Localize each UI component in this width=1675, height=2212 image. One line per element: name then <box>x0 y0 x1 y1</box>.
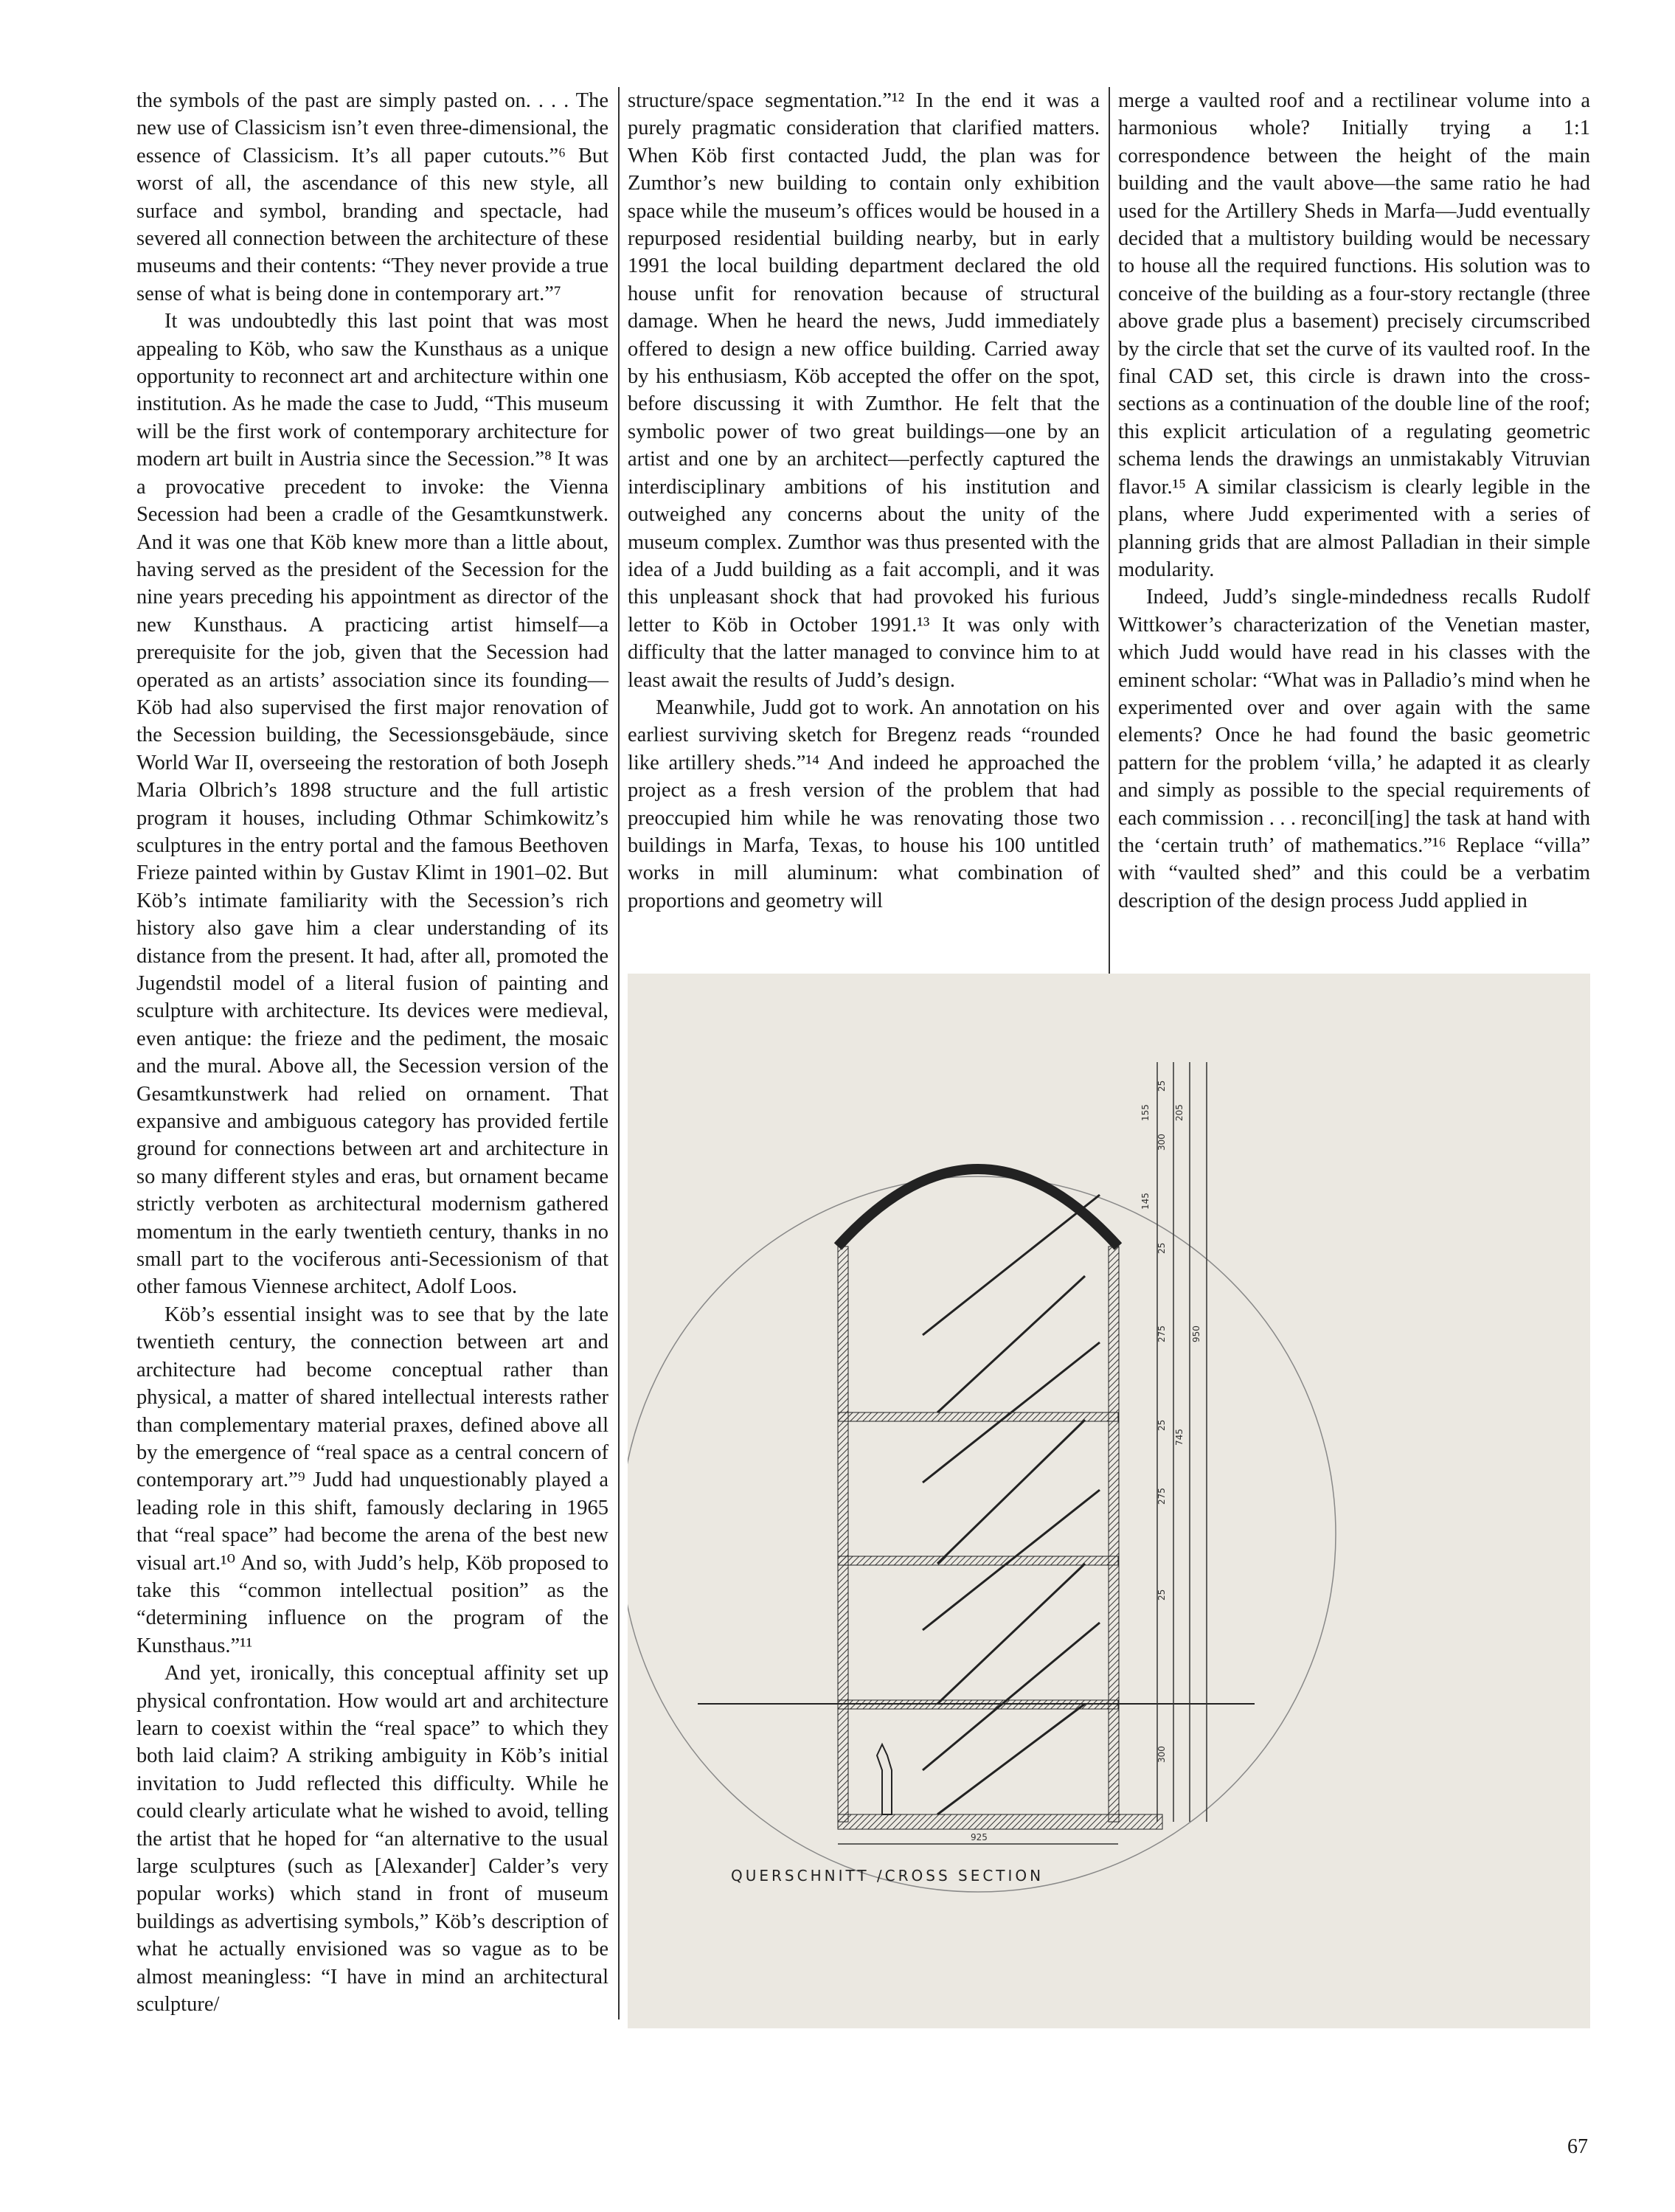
text-column-1 <box>136 87 608 2018</box>
svg-text:300: 300 <box>1156 1746 1167 1763</box>
svg-text:25: 25 <box>1156 1242 1167 1254</box>
paragraph: Meanwhile, Judd got to work. An annotation on his earliest surviving sketch for Bregenz reads “rounded like artillery sheds.”¹⁴ And indeed he approached the project as a fresh version of the problem that had preoccupied him while he was renovating those two buildings in Marfa, Texas, to house his 100 untitled works in mill aluminum: what combination of proportions and geometry will <box>628 696 1100 912</box>
svg-text:205: 205 <box>1174 1104 1185 1121</box>
paragraph: Indeed, Judd’s single-mindedness recalls Rudolf Wittkower’s characterization of the Venetian master, which Judd would have read in his classes with the eminent scholar: “What was in Palladio’s mind when he experimented over and over again with the same elements? Once he had found the basic geometric pattern for the problem ‘villa,’ he adapted it as clearly and simply as possible to the special requirements of each commission . . . reconcil[ing] the task at hand with the ‘certain truth’ of mathematics.”¹⁶ Replace “villa” with “vaulted shed” and this could be a verbatim description of the design process Judd applied in <box>1118 586 1590 912</box>
svg-text:25: 25 <box>1156 1419 1167 1431</box>
svg-text:300: 300 <box>1156 1134 1167 1151</box>
page-number: 67 <box>1567 2135 1588 2158</box>
svg-text:745: 745 <box>1174 1429 1185 1446</box>
svg-text:275: 275 <box>1156 1488 1167 1505</box>
cross-section-drawing <box>628 974 1590 2028</box>
svg-text:25: 25 <box>1156 1080 1167 1092</box>
paragraph: merge a vaulted roof and a rectilinear volume into a harmonious whole? Initially trying a 1:1 correspondence between the height of the main building and the vault above—the same ratio he had used for the Artillery Sheds in Marfa—Judd eventually decided that a multistory building would be necessary to house all the required functions. His solution was to conceive of the building as a four-story rectangle (three above grade plus a basement) precisely circumscribed by the circle that set the curve of its vaulted roof. In the final CAD set, this circle is drawn into the cross-sections as a continuation of the double line of the roof; this explicit articulation of a regulating geometric schema lends the drawings an unmistakably Vitruvian flavor.¹⁵ A similar classicism is clearly legible in the plans, where Judd experimented with a series of planning grids that are almost Palladian in their simple modularity. <box>1118 89 1590 581</box>
column-divider <box>1109 87 1110 976</box>
svg-text:QUERSCHNITT /CROSS SECTION: QUERSCHNITT /CROSS SECTION <box>731 1867 1044 1885</box>
architectural-section-icon <box>628 974 1590 2028</box>
svg-text:925: 925 <box>971 1832 988 1842</box>
text-column-2 <box>628 87 1100 915</box>
svg-text:275: 275 <box>1156 1325 1167 1342</box>
svg-text:155: 155 <box>1140 1104 1151 1121</box>
paragraph: Köb’s essential insight was to see that by the late twentieth century, the connection between art and architecture had become conceptual rather than physical, a matter of shared intellectual interests rather than complementary material praxes, defined above all by the emergence of “real space as a central concern of contemporary art.”⁹ Judd had unquestionably played a leading role in this shift, famously declaring in 1965 that “real space” had become the arena of the best new visual art.¹⁰ And so, with Judd’s help, Köb proposed to take this “common intellectual position” as the “determining influence on the program of the Kunsthaus.”¹¹ <box>136 1303 608 1657</box>
svg-text:145: 145 <box>1140 1193 1151 1210</box>
svg-text:950: 950 <box>1191 1325 1201 1342</box>
paragraph: structure/space segmentation.”¹² In the end it was a purely pragmatic consideration that clarified matters. When Köb first contacted Judd, the plan was for Zumthor’s new building to contain only exhibition space while the museum’s offices would be housed in a repurposed residential building nearby, but in early 1991 the local building department declared the old house unfit for renovation because of structural damage. When he heard the news, Judd immediately offered to design a new office building. Carried away by his enthusiasm, Köb accepted the offer on the spot, before discussing it with Zumthor. He felt that the symbolic power of two great buildings—one by an artist and one by an architect—perfectly captured the interdisciplinary ambitions of his institution and outweighed any concerns about the unity of the museum complex. Zumthor was thus presented with the idea of a Judd building as a fait accompli, and it was this unpleasant shock that had provoked his furious letter to Köb in October 1991.¹³ It was only with difficulty that the latter managed to convince him to at least await the results of Judd’s design. <box>628 89 1100 692</box>
svg-text:25: 25 <box>1156 1589 1167 1601</box>
paragraph: It was undoubtedly this last point that was most appealing to Köb, who saw the Kunsthaus as a unique opportunity to reconnect art and architecture within one institution. As he made the case to Judd, “This museum will be the first work of contemporary architecture for modern art built in Austria since the Secession.”⁸ It was a provocative precedent to invoke: the Vienna Secession had been a cradle of the Gesamtkunstwerk. And it was one that Köb knew more than a little about, having served as the president of the Secession for the nine years preceding his appointment as director of the new Kunsthaus. A practicing artist himself—a prerequisite for the job, given that the Secession had operated as an artists’ association since its founding—Köb had also supervised the first major renovation of the Secession building, the Secessionsgebäude, since World War II, overseeing the restoration of both Joseph Maria Olbrich’s 1898 structure and the full artistic program it houses, including Othmar Schimkowitz’s sculptures in the entry portal and the famous Beethoven Frieze painted within by Gustav Klimt in 1901–02. But Köb’s intimate familiarity with the Secession’s rich history also gave him a clear understanding of its distance from the present. It had, after all, promoted the Jugendstil model of a literal fusion of painting and sculpture with architecture. Its devices were medieval, even antique: the frieze and the pediment, the mosaic and the mural. Above all, the Secession version of the Gesamtkunstwerk had relied on ornament. That expansive and ambiguous category has provided fertile ground for connections between art and architecture in so many different styles and eras, but ornament became strictly verboten as architectural modernism gathered momentum in the early twentieth century, thanks in no small part to the vociferous anti-Secessionism of that other famous Viennese architect, Adolf Loos. <box>136 310 608 1299</box>
paragraph: And yet, ironically, this conceptual affinity set up physical confrontation. How would art and architecture learn to coexist within the “real space” to which they both laid claim? A striking ambiguity in Köb’s initial invitation to Judd reflected this difficulty. While he could clearly articulate what he wished to avoid, telling the artist that he hoped for “an alternative to the usual large sculptures (such as [Alexander] Calder’s very popular works) which stand in front of museum buildings as advertising symbols,” Köb’s description of what he actually envisioned was so vague as to be almost meaningless: “I have in mind an architectural sculpture/ <box>136 1662 608 2017</box>
paragraph: the symbols of the past are simply pasted on. . . . The new use of Classicism isn’t even three-dimensional, the essence of Classicism. It’s all paper cutouts.”⁶ But worst of all, the ascendance of this new style, all surface and symbol, branding and spectacle, had severed all connection between the architecture of these museums and their contents: “They never provide a true sense of what is being done in contemporary art.”⁷ <box>136 89 608 305</box>
column-divider <box>618 87 620 2019</box>
text-column-3 <box>1118 87 1590 915</box>
